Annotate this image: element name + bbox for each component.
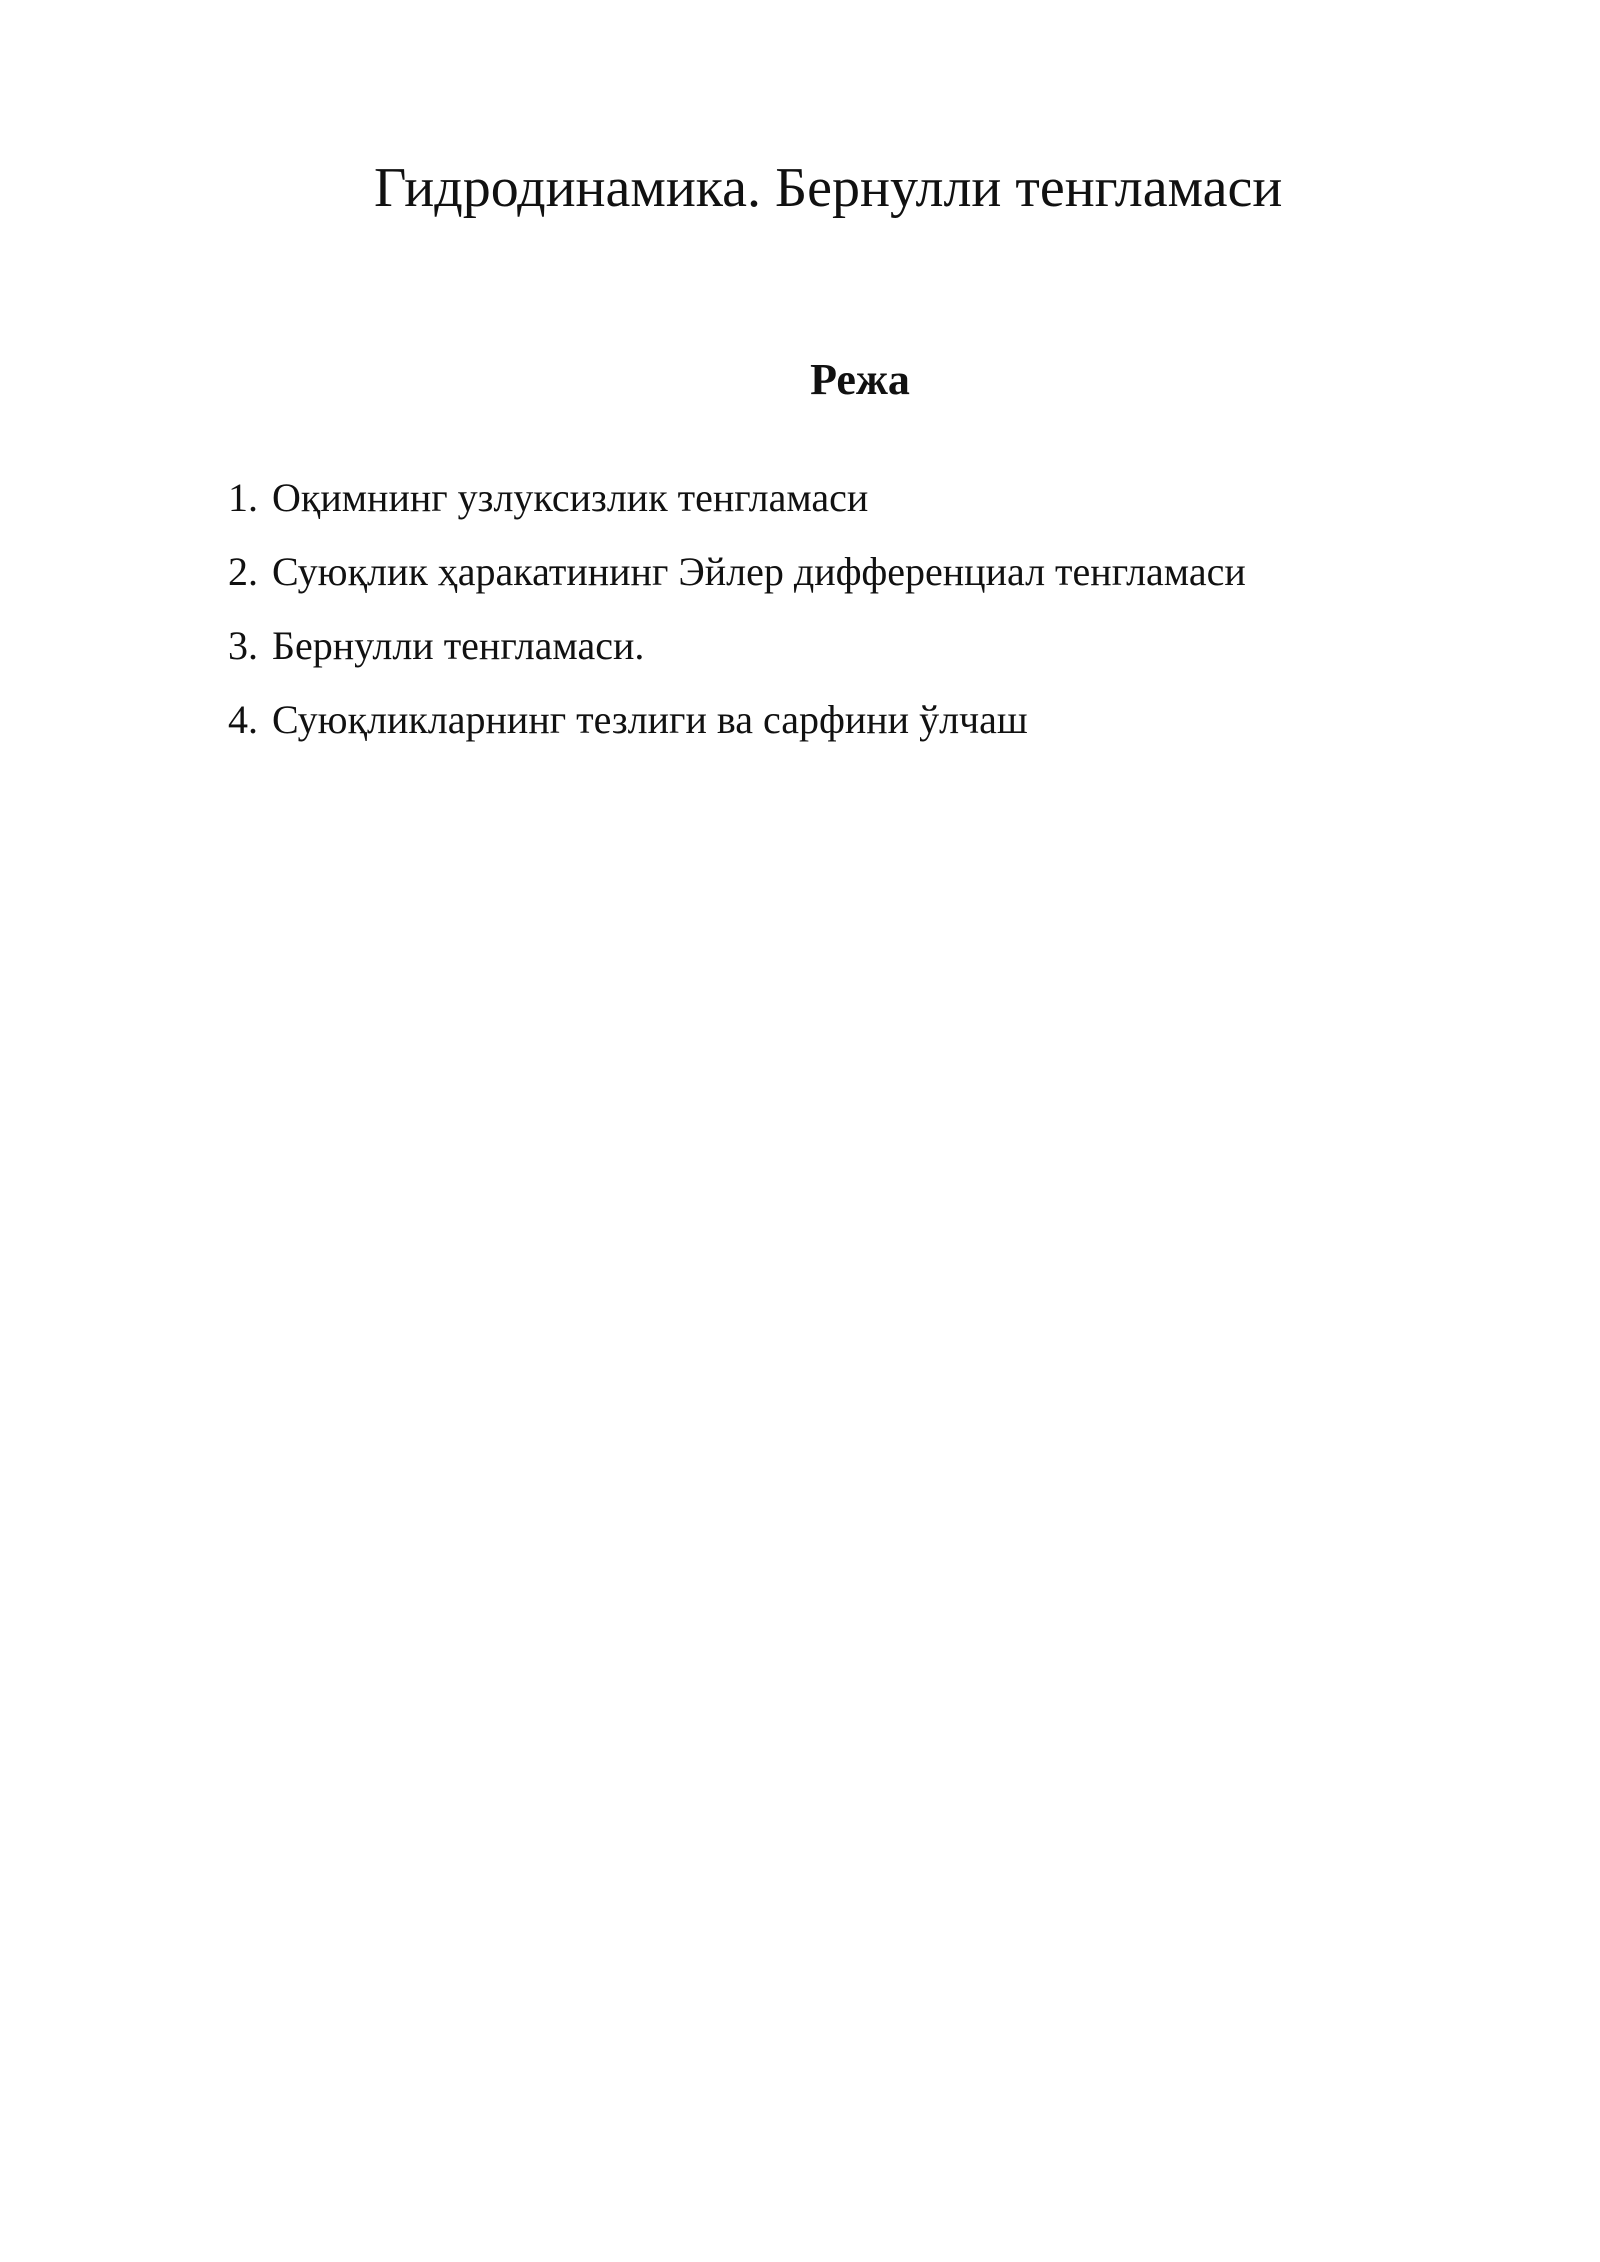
list-item-text: Суюқлик ҳаракатининг Эйлер дифференциал тенгламаси xyxy=(272,549,1246,594)
list-item-number: 3. xyxy=(228,623,258,668)
list-item-text: Бернулли тенгламаси. xyxy=(272,623,645,668)
list-item xyxy=(228,694,1428,746)
list-item-text: Суюқликларнинг тезлиги ва сарфини ўлчаш xyxy=(272,697,1028,742)
plan-list xyxy=(228,472,1428,768)
list-item xyxy=(228,472,1428,524)
list-item-number: 1. xyxy=(228,475,258,520)
section-heading: Режа xyxy=(810,355,910,404)
page-title: Гидродинамика. Бернулли тенгламаси xyxy=(374,157,1283,219)
list-item-number: 2. xyxy=(228,549,258,594)
list-item-text: Оқимнинг узлуксизлик тенгламаси xyxy=(272,475,869,520)
list-item xyxy=(228,546,1428,598)
list-item-number: 4. xyxy=(228,697,258,742)
list-item xyxy=(228,620,1428,672)
